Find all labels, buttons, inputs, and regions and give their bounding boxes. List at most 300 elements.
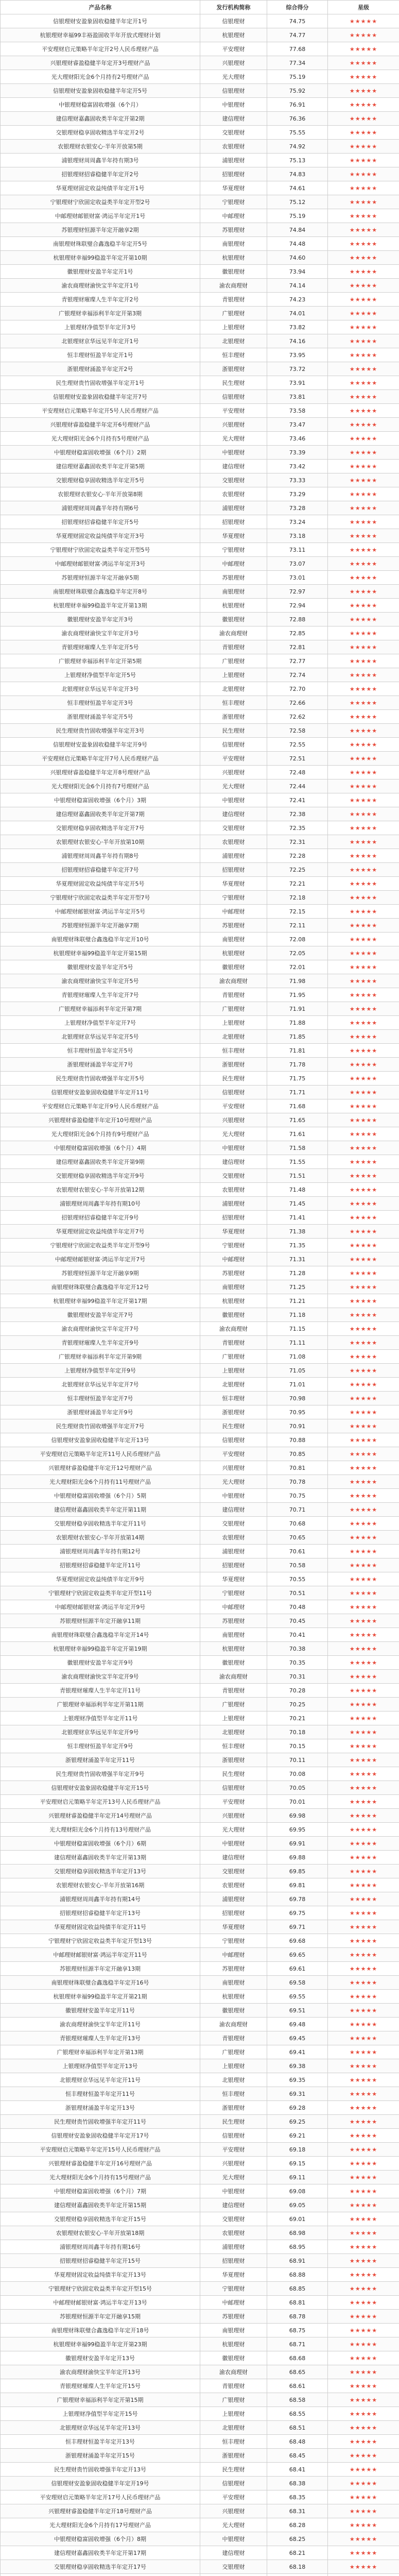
- product-name-cell: 信银理财安盈象固收稳健半年定开9号: [1, 738, 200, 752]
- table-row: [1, 432, 399, 446]
- table-row: [1, 1169, 399, 1183]
- table-row: [1, 2282, 399, 2296]
- product-name-cell: 光大理财阳光金6个月持有17号理财产品: [1, 2518, 200, 2532]
- issuer-cell: 浦银理财: [200, 154, 267, 167]
- product-name-cell: 苏银理财恒源半年定开融享15期: [1, 2310, 200, 2324]
- table-row: [1, 2365, 399, 2379]
- issuer-cell: 宁银理财: [200, 891, 267, 905]
- issuer-cell: 华夏理财: [200, 877, 267, 891]
- score-cell: 71.25: [267, 1280, 328, 1294]
- table-row: [1, 779, 399, 793]
- issuer-cell: 南银理财: [200, 237, 267, 251]
- issuer-cell: 建信理财: [200, 2546, 267, 2560]
- rating-stars: ★★★★★: [328, 1489, 399, 1503]
- issuer-cell: 杭银理财: [200, 1294, 267, 1308]
- issuer-cell: 杭银理财: [200, 1990, 267, 2004]
- product-name-cell: 浙银理财涌盈半年定开11号: [1, 1753, 200, 1767]
- table-row: [1, 793, 399, 807]
- score-cell: 72.18: [267, 891, 328, 905]
- rating-stars: ★★★★★: [328, 1586, 399, 1600]
- table-row: [1, 1489, 399, 1503]
- rating-stars: ★★★★★: [328, 1072, 399, 1086]
- score-cell: 68.75: [267, 2324, 328, 2337]
- rating-stars: ★★★★★: [328, 2045, 399, 2059]
- issuer-cell: 徽银理财: [200, 960, 267, 974]
- product-name-cell: 中银理财稳富固收增强（6个月）4期: [1, 1141, 200, 1155]
- product-name-cell: 苏银理财恒源半年定开融享9期: [1, 1266, 200, 1280]
- score-cell: 71.65: [267, 1113, 328, 1127]
- rating-stars: ★★★★★: [328, 1725, 399, 1739]
- product-name-cell: 浙银理财涌盈半年定开2号: [1, 362, 200, 376]
- issuer-cell: 恒丰理财: [200, 1044, 267, 1058]
- score-cell: 70.98: [267, 1392, 328, 1405]
- issuer-cell: 浙银理财: [200, 1405, 267, 1419]
- product-name-cell: 浙银理财涌盈半年定开5号: [1, 710, 200, 724]
- product-name-cell: 南银理财珠联璧合鑫逸稳半年定开18号: [1, 2324, 200, 2337]
- rating-stars: ★★★★★: [328, 154, 399, 167]
- rating-stars: ★★★★★: [328, 1225, 399, 1239]
- product-name-cell: 苏银理财恒源半年定开融享13期: [1, 1962, 200, 1976]
- table-row: [1, 1558, 399, 1572]
- issuer-cell: 杭银理财: [200, 2337, 267, 2351]
- rating-stars: ★★★★★: [328, 1753, 399, 1767]
- table-row: [1, 1475, 399, 1489]
- product-name-cell: 浦银理财周周鑫半年持有期14号: [1, 1892, 200, 1906]
- score-cell: 69.38: [267, 2059, 328, 2073]
- issuer-cell: 民生理财: [200, 1072, 267, 1086]
- product-name-cell: 兴银理财睿盈稳健半年定开18号理财产品: [1, 2504, 200, 2518]
- product-name-cell: 浦银理财周周鑫半年持有期16号: [1, 2240, 200, 2254]
- table-row: [1, 2115, 399, 2129]
- issuer-cell: 华夏理财: [200, 181, 267, 195]
- rating-stars: ★★★★★: [328, 2449, 399, 2463]
- score-cell: 72.21: [267, 877, 328, 891]
- rating-stars: ★★★★★: [328, 1378, 399, 1392]
- rating-stars: ★★★★★: [328, 2337, 399, 2351]
- issuer-cell: 信银理财: [200, 84, 267, 98]
- rating-stars: ★★★★★: [328, 835, 399, 849]
- product-name-cell: 兴银理财睿盈稳健半年定开8号理财产品: [1, 766, 200, 779]
- product-name-cell: 华夏理财固定收益纯债半年定开1号: [1, 181, 200, 195]
- score-cell: 72.97: [267, 585, 328, 599]
- rating-stars: ★★★★★: [328, 42, 399, 56]
- product-name-cell: 宁银理财宁欣固定收益类半年定开型7号: [1, 891, 200, 905]
- table-row: [1, 1656, 399, 1670]
- score-cell: 76.91: [267, 98, 328, 112]
- issuer-cell: 农银理财: [200, 2226, 267, 2240]
- rating-stars: ★★★★★: [328, 362, 399, 376]
- table-row: [1, 599, 399, 613]
- score-cell: 69.05: [267, 2198, 328, 2212]
- table-row: [1, 1809, 399, 1823]
- product-name-cell: 宁银理财宁欣固定收益类半年定开型13号: [1, 1934, 200, 1948]
- score-cell: 69.51: [267, 2004, 328, 2018]
- score-cell: 72.31: [267, 835, 328, 849]
- rating-stars: ★★★★★: [328, 2365, 399, 2379]
- issuer-cell: 渝农商理财: [200, 2365, 267, 2379]
- score-cell: 71.51: [267, 1169, 328, 1183]
- issuer-cell: 浦银理财: [200, 1197, 267, 1211]
- issuer-cell: 光大理财: [200, 432, 267, 446]
- table-row: [1, 515, 399, 529]
- product-name-cell: 交银理财稳享固收精选半年定开7号: [1, 821, 200, 835]
- product-name-cell: 民生理财贵竹固收增强半年定开9号: [1, 1767, 200, 1781]
- score-cell: 75.12: [267, 195, 328, 209]
- score-cell: 71.21: [267, 1294, 328, 1308]
- product-name-cell: 恒丰理财恒盈半年定开3号: [1, 696, 200, 710]
- score-cell: 71.81: [267, 1044, 328, 1058]
- rating-stars: ★★★★★: [328, 501, 399, 515]
- rating-stars: ★★★★★: [328, 2171, 399, 2184]
- issuer-cell: 渝农商理财: [200, 1670, 267, 1684]
- issuer-cell: 农银理财: [200, 835, 267, 849]
- score-cell: 72.70: [267, 682, 328, 696]
- issuer-cell: 徽银理财: [200, 1308, 267, 1322]
- product-name-cell: 中邮理财邮银财富·鸿运半年定开3号: [1, 557, 200, 571]
- issuer-cell: 青银理财: [200, 1684, 267, 1698]
- score-cell: 71.68: [267, 1099, 328, 1113]
- score-cell: 73.11: [267, 543, 328, 557]
- issuer-cell: 南银理财: [200, 585, 267, 599]
- rating-stars: ★★★★★: [328, 1614, 399, 1628]
- product-name-cell: 浦银理财周周鑫半年持有期10号: [1, 1197, 200, 1211]
- rating-stars: ★★★★★: [328, 946, 399, 960]
- score-cell: 73.81: [267, 390, 328, 404]
- issuer-cell: 广银理财: [200, 1698, 267, 1711]
- rating-stars: ★★★★★: [328, 473, 399, 487]
- rating-stars: ★★★★★: [328, 1906, 399, 1920]
- product-name-cell: 平安理财启元策略半年定开2号人民币理财产品: [1, 42, 200, 56]
- product-name-cell: 广银理财幸福添利半年定开第9期: [1, 1350, 200, 1364]
- score-cell: 73.94: [267, 265, 328, 279]
- issuer-cell: 中邮理财: [200, 1252, 267, 1266]
- score-cell: 70.78: [267, 1475, 328, 1489]
- issuer-cell: 交银理财: [200, 2212, 267, 2226]
- rating-stars: ★★★★★: [328, 2546, 399, 2560]
- rating-stars: ★★★★★: [328, 1767, 399, 1781]
- product-name-cell: 苏银理财恒源半年定开融享11期: [1, 1614, 200, 1628]
- score-cell: 70.71: [267, 1503, 328, 1517]
- rating-stars: ★★★★★: [328, 126, 399, 140]
- rating-stars: ★★★★★: [328, 2226, 399, 2240]
- product-name-cell: 浙银理财涌盈半年定开7号: [1, 1058, 200, 1072]
- table-row: [1, 237, 399, 251]
- rating-stars: ★★★★★: [328, 1322, 399, 1336]
- score-cell: 72.58: [267, 724, 328, 738]
- rating-stars: ★★★★★: [328, 1419, 399, 1433]
- rating-stars: ★★★★★: [328, 2518, 399, 2532]
- product-name-cell: 渝农商理财渝快宝半年定开9号: [1, 1670, 200, 1684]
- score-cell: 70.08: [267, 1767, 328, 1781]
- score-cell: 70.85: [267, 1447, 328, 1461]
- rating-stars: ★★★★★: [328, 988, 399, 1002]
- issuer-cell: 苏银理财: [200, 223, 267, 237]
- rating-stars: ★★★★★: [328, 1392, 399, 1405]
- score-cell: 71.01: [267, 1378, 328, 1392]
- product-name-cell: 农银理财农银安心·半年开放第12期: [1, 1183, 200, 1197]
- product-name-cell: 南银理财珠联璧合鑫逸稳半年定开12号: [1, 1280, 200, 1294]
- table-row: [1, 2324, 399, 2337]
- score-cell: 73.07: [267, 557, 328, 571]
- rating-stars: ★★★★★: [328, 1920, 399, 1934]
- issuer-cell: 交银理财: [200, 821, 267, 835]
- score-cell: 72.55: [267, 738, 328, 752]
- issuer-cell: 平安理财: [200, 2143, 267, 2157]
- issuer-cell: 恒丰理财: [200, 348, 267, 362]
- product-name-cell: 民生理财贵竹固收增强半年定开5号: [1, 1072, 200, 1086]
- product-name-cell: 恒丰理财恒盈半年定开9号: [1, 1739, 200, 1753]
- rating-stars: ★★★★★: [328, 460, 399, 473]
- rating-stars: ★★★★★: [328, 2477, 399, 2490]
- issuer-cell: 招银理财: [200, 167, 267, 181]
- rating-stars: ★★★★★: [328, 724, 399, 738]
- rating-stars: ★★★★★: [328, 2059, 399, 2073]
- table-row: [1, 1336, 399, 1350]
- issuer-cell: 中银理财: [200, 2532, 267, 2546]
- score-cell: 74.84: [267, 223, 328, 237]
- table-row: [1, 1962, 399, 1976]
- issuer-cell: 中银理财: [200, 446, 267, 460]
- product-name-cell: 信银理财安盈象固收稳健半年定开13号: [1, 1433, 200, 1447]
- issuer-cell: 上银理财: [200, 2407, 267, 2421]
- issuer-cell: 中邮理财: [200, 209, 267, 223]
- table-row: [1, 1878, 399, 1892]
- rating-stars: ★★★★★: [328, 933, 399, 946]
- score-cell: 70.88: [267, 1433, 328, 1447]
- rating-stars: ★★★★★: [328, 1183, 399, 1197]
- issuer-cell: 华夏理财: [200, 1920, 267, 1934]
- rating-stars: ★★★★★: [328, 1197, 399, 1211]
- table-row: [1, 2031, 399, 2045]
- product-name-cell: 农银理财农银安心·半年开放第16期: [1, 1878, 200, 1892]
- product-name-cell: 苏银理财恒源半年定开融享2期: [1, 223, 200, 237]
- issuer-cell: 南银理财: [200, 2324, 267, 2337]
- table-row: [1, 821, 399, 835]
- score-cell: 68.68: [267, 2351, 328, 2365]
- score-cell: 68.55: [267, 2407, 328, 2421]
- issuer-cell: 恒丰理财: [200, 1739, 267, 1753]
- table-row: [1, 140, 399, 154]
- product-name-cell: 农银理财农银安心·半年开放第18期: [1, 2226, 200, 2240]
- table-row: [1, 2490, 399, 2504]
- table-row: [1, 1322, 399, 1336]
- issuer-cell: 建信理财: [200, 1155, 267, 1169]
- rating-stars: ★★★★★: [328, 877, 399, 891]
- product-name-cell: 渝农商理财渝快宝半年定开1号: [1, 279, 200, 293]
- table-row: [1, 2435, 399, 2449]
- rating-stars: ★★★★★: [328, 1878, 399, 1892]
- rating-stars: ★★★★★: [328, 112, 399, 126]
- issuer-cell: 民生理财: [200, 2463, 267, 2477]
- rating-stars: ★★★★★: [328, 849, 399, 863]
- product-name-cell: 徽银理财安盈半年定开9号: [1, 1656, 200, 1670]
- score-cell: 71.15: [267, 1322, 328, 1336]
- product-name-cell: 中银理财稳富固收增强（6个月）2期: [1, 446, 200, 460]
- rating-stars: ★★★★★: [328, 70, 399, 84]
- rating-stars: ★★★★★: [328, 2184, 399, 2198]
- product-name-cell: 中邮理财邮银财富·鸿运半年定开1号: [1, 209, 200, 223]
- issuer-cell: 北银理财: [200, 2073, 267, 2087]
- rating-stars: ★★★★★: [328, 2490, 399, 2504]
- rating-stars: ★★★★★: [328, 2212, 399, 2226]
- issuer-cell: 中邮理财: [200, 1600, 267, 1614]
- score-cell: 74.23: [267, 293, 328, 307]
- table-row: [1, 251, 399, 265]
- product-name-cell: 平安理财启元策略半年定开11号人民币理财产品: [1, 1447, 200, 1461]
- score-cell: 69.95: [267, 1823, 328, 1837]
- rating-stars: ★★★★★: [328, 1280, 399, 1294]
- product-name-cell: 恒丰理财恒盈半年定开13号: [1, 2435, 200, 2449]
- issuer-cell: 兴银理财: [200, 1461, 267, 1475]
- score-cell: 68.81: [267, 2296, 328, 2310]
- table-row: [1, 70, 399, 84]
- product-name-cell: 华夏理财固定收益纯债半年定开7号: [1, 1225, 200, 1239]
- table-row: [1, 891, 399, 905]
- score-cell: 73.91: [267, 376, 328, 390]
- table-row: [1, 849, 399, 863]
- rating-stars: ★★★★★: [328, 1002, 399, 1016]
- score-cell: 70.31: [267, 1670, 328, 1684]
- issuer-cell: 华夏理财: [200, 1225, 267, 1239]
- issuer-cell: 渝农商理财: [200, 1322, 267, 1336]
- score-cell: 70.18: [267, 1725, 328, 1739]
- score-cell: 73.33: [267, 473, 328, 487]
- product-name-cell: 恒丰理财恒盈半年定开7号: [1, 1392, 200, 1405]
- product-name-cell: 北银理财京华远见半年定开7号: [1, 1378, 200, 1392]
- rating-stars: ★★★★★: [328, 1086, 399, 1099]
- rating-stars: ★★★★★: [328, 418, 399, 432]
- issuer-cell: 交银理财: [200, 1865, 267, 1878]
- table-row: [1, 1155, 399, 1169]
- header-issuer: 发行机构简称: [200, 1, 267, 14]
- issuer-cell: 杭银理财: [200, 946, 267, 960]
- score-cell: 69.91: [267, 1837, 328, 1851]
- table-row: [1, 557, 399, 571]
- score-cell: 71.75: [267, 1072, 328, 1086]
- issuer-cell: 平安理财: [200, 752, 267, 766]
- issuer-cell: 宁银理财: [200, 1239, 267, 1252]
- issuer-cell: 广银理财: [200, 307, 267, 320]
- table-row: [1, 626, 399, 640]
- score-cell: 73.47: [267, 418, 328, 432]
- product-name-cell: 中邮理财邮银财富·鸿运半年定开7号: [1, 1252, 200, 1266]
- score-cell: 75.19: [267, 70, 328, 84]
- issuer-cell: 农银理财: [200, 1531, 267, 1545]
- table-row: [1, 279, 399, 293]
- rating-stars: ★★★★★: [328, 1016, 399, 1030]
- rating-stars: ★★★★★: [328, 696, 399, 710]
- table-row: [1, 2018, 399, 2031]
- header-score: 综合得分: [267, 1, 328, 14]
- product-name-cell: 光大理财阳光金6个月持有7号理财产品: [1, 779, 200, 793]
- rating-stars: ★★★★★: [328, 2324, 399, 2337]
- product-name-cell: 北银理财京华远见半年定开11号: [1, 2073, 200, 2087]
- score-cell: 68.38: [267, 2477, 328, 2490]
- product-name-cell: 杭银理财幸福99稳盈半年定开第13期: [1, 599, 200, 613]
- rating-stars: ★★★★★: [328, 1127, 399, 1141]
- issuer-cell: 渝农商理财: [200, 279, 267, 293]
- issuer-cell: 浦银理财: [200, 1545, 267, 1558]
- score-cell: 68.88: [267, 2268, 328, 2282]
- product-name-cell: 杭银理财幸福99稳盈半年定开第21期: [1, 1990, 200, 2004]
- issuer-cell: 中银理财: [200, 793, 267, 807]
- table-row: [1, 543, 399, 557]
- table-row: [1, 154, 399, 167]
- issuer-cell: 平安理财: [200, 1447, 267, 1461]
- issuer-cell: 农银理财: [200, 1183, 267, 1197]
- issuer-cell: 南银理财: [200, 1628, 267, 1642]
- rating-stars: ★★★★★: [328, 1308, 399, 1322]
- table-row: [1, 1684, 399, 1698]
- score-cell: 69.45: [267, 2031, 328, 2045]
- product-name-cell: 招银理财招睿稳健半年定开7号: [1, 863, 200, 877]
- table-row: [1, 473, 399, 487]
- table-row: [1, 1851, 399, 1865]
- issuer-cell: 浙银理财: [200, 1753, 267, 1767]
- table-row: [1, 1906, 399, 1920]
- score-cell: 71.08: [267, 1350, 328, 1364]
- score-cell: 71.11: [267, 1336, 328, 1350]
- product-name-cell: 杭银理财幸福99稳盈半年定开第15期: [1, 946, 200, 960]
- table-row: [1, 1197, 399, 1211]
- table-row: [1, 1016, 399, 1030]
- product-name-cell: 北银理财京华远见半年定开9号: [1, 1725, 200, 1739]
- product-name-cell: 浙银理财涌盈半年定开15号: [1, 2449, 200, 2463]
- rating-stars: ★★★★★: [328, 1364, 399, 1378]
- table-row: [1, 390, 399, 404]
- table-row: [1, 334, 399, 348]
- issuer-cell: 徽银理财: [200, 2351, 267, 2365]
- rating-stars: ★★★★★: [328, 821, 399, 835]
- rating-stars: ★★★★★: [328, 1934, 399, 1948]
- product-name-cell: 交银理财稳享固收精选半年定开2号: [1, 126, 200, 140]
- rating-stars: ★★★★★: [328, 1266, 399, 1280]
- issuer-cell: 兴银理财: [200, 1809, 267, 1823]
- score-cell: 71.31: [267, 1252, 328, 1266]
- table-row: [1, 1086, 399, 1099]
- table-row: [1, 1642, 399, 1656]
- product-name-cell: 民生理财贵竹固收增强半年定开3号: [1, 724, 200, 738]
- table-row: [1, 1725, 399, 1739]
- issuer-cell: 信银理财: [200, 1086, 267, 1099]
- score-cell: 68.61: [267, 2379, 328, 2393]
- rating-stars: ★★★★★: [328, 2282, 399, 2296]
- product-name-cell: 交银理财稳享固收精选半年定开5号: [1, 473, 200, 487]
- rating-stars: ★★★★★: [328, 2532, 399, 2546]
- rating-stars: ★★★★★: [328, 1837, 399, 1851]
- rating-stars: ★★★★★: [328, 2268, 399, 2282]
- rating-stars: ★★★★★: [328, 404, 399, 418]
- rating-stars: ★★★★★: [328, 2115, 399, 2129]
- score-cell: 68.25: [267, 2532, 328, 2546]
- rating-stars: ★★★★★: [328, 1851, 399, 1865]
- rating-stars: ★★★★★: [328, 1433, 399, 1447]
- product-name-cell: 兴银理财睿盈稳健半年定开12号理财产品: [1, 1461, 200, 1475]
- product-name-cell: 交银理财稳享固收精选半年定开11号: [1, 1517, 200, 1531]
- score-cell: 68.85: [267, 2282, 328, 2296]
- table-row: [1, 1976, 399, 1990]
- score-cell: 72.81: [267, 640, 328, 654]
- product-name-cell: 招银理财招睿稳健半年定开9号: [1, 1211, 200, 1225]
- issuer-cell: 上银理财: [200, 668, 267, 682]
- product-name-cell: 中银理财稳富固收增强（6个月）6期: [1, 1837, 200, 1851]
- rating-stars: ★★★★★: [328, 1711, 399, 1725]
- product-name-cell: 信银理财安盈象固收稳健半年定开5号: [1, 84, 200, 98]
- product-name-cell: 中邮理财邮银财富·鸿运半年定开5号: [1, 905, 200, 919]
- score-cell: 69.21: [267, 2129, 328, 2143]
- issuer-cell: 恒丰理财: [200, 2087, 267, 2101]
- issuer-cell: 宁银理财: [200, 543, 267, 557]
